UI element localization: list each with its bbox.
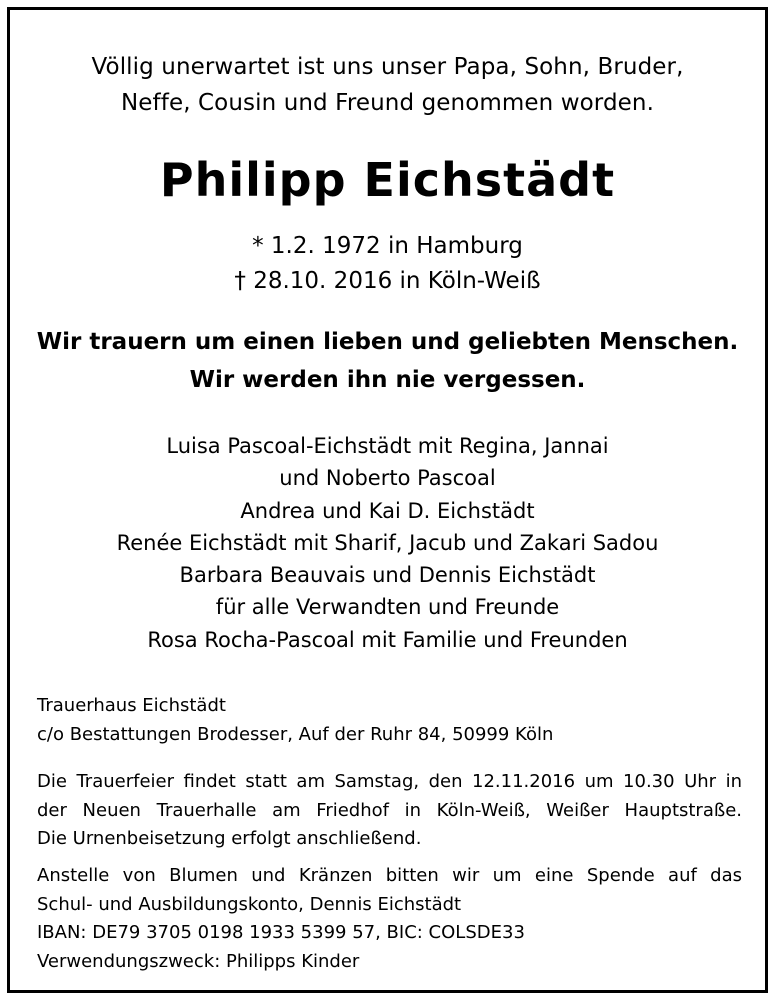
- service-line: der Neuen Trauerhalle am Friedhof in Köln-Weiß, Weißer Hauptstraße.: [37, 799, 742, 821]
- mourning-line: Wir werden ihn nie vergessen.: [189, 367, 586, 393]
- notice-frame: [7, 7, 768, 993]
- address-line: c/o Bestattungen Brodesser, Auf der Ruhr 84, 50999 Köln: [37, 723, 554, 745]
- family-line: Renée Eichstädt mit Sharif, Jacub und Zakari Sadou: [116, 530, 659, 555]
- mourning-house-address: [37, 692, 742, 749]
- intro-line: Neffe, Cousin und Freund genommen worden.: [121, 90, 654, 116]
- deceased-name: Philipp Eichstädt: [159, 153, 616, 207]
- family-line: Andrea und Kai D. Eichstädt: [240, 498, 535, 523]
- family-line: für alle Verwandten und Freunde: [215, 595, 560, 620]
- death-date: † 28.10. 2016 in Köln-Weiß: [234, 268, 541, 294]
- life-dates: [10, 229, 765, 299]
- family-line: Barbara Beauvais und Dennis Eichstädt: [179, 563, 596, 588]
- address-line: Trauerhaus Eichstädt: [37, 695, 226, 716]
- service-line: Die Trauerfeier findet statt am Samstag, den 12.11.2016 um 10.30 Uhr in: [37, 771, 742, 792]
- service-line: Die Urnenbeisetzung erfolgt anschließend.: [37, 828, 422, 849]
- mourning-statement: [10, 323, 765, 399]
- iban-line: IBAN: DE79 3705 0198 1933 5399 57, BIC: COLSDE33: [37, 922, 525, 943]
- donation-info: [37, 862, 742, 976]
- family-line: Rosa Rocha-Pascoal mit Familie und Freunden: [147, 627, 628, 652]
- family-list: [10, 430, 765, 656]
- family-line: und Noberto Pascoal: [279, 466, 496, 491]
- intro-line: Völlig unerwartet ist uns unser Papa, Sohn, Bruder,: [91, 54, 684, 80]
- donation-line: Anstelle von Blumen und Kränzen bitten wir um eine Spende auf das: [37, 865, 742, 886]
- family-line: Luisa Pascoal-Eichstädt mit Regina, Jannai: [166, 434, 609, 458]
- birth-date: * 1.2. 1972 in Hamburg: [252, 233, 523, 259]
- intro-text: [20, 49, 755, 121]
- donation-line: Schul- und Ausbildungskonto, Dennis Eichstädt: [37, 893, 462, 915]
- mourning-line: Wir trauern um einen lieben und geliebten Menschen.: [36, 329, 739, 355]
- purpose-line: Verwendungszweck: Philipps Kinder: [37, 950, 360, 972]
- funeral-service-info: [37, 768, 742, 854]
